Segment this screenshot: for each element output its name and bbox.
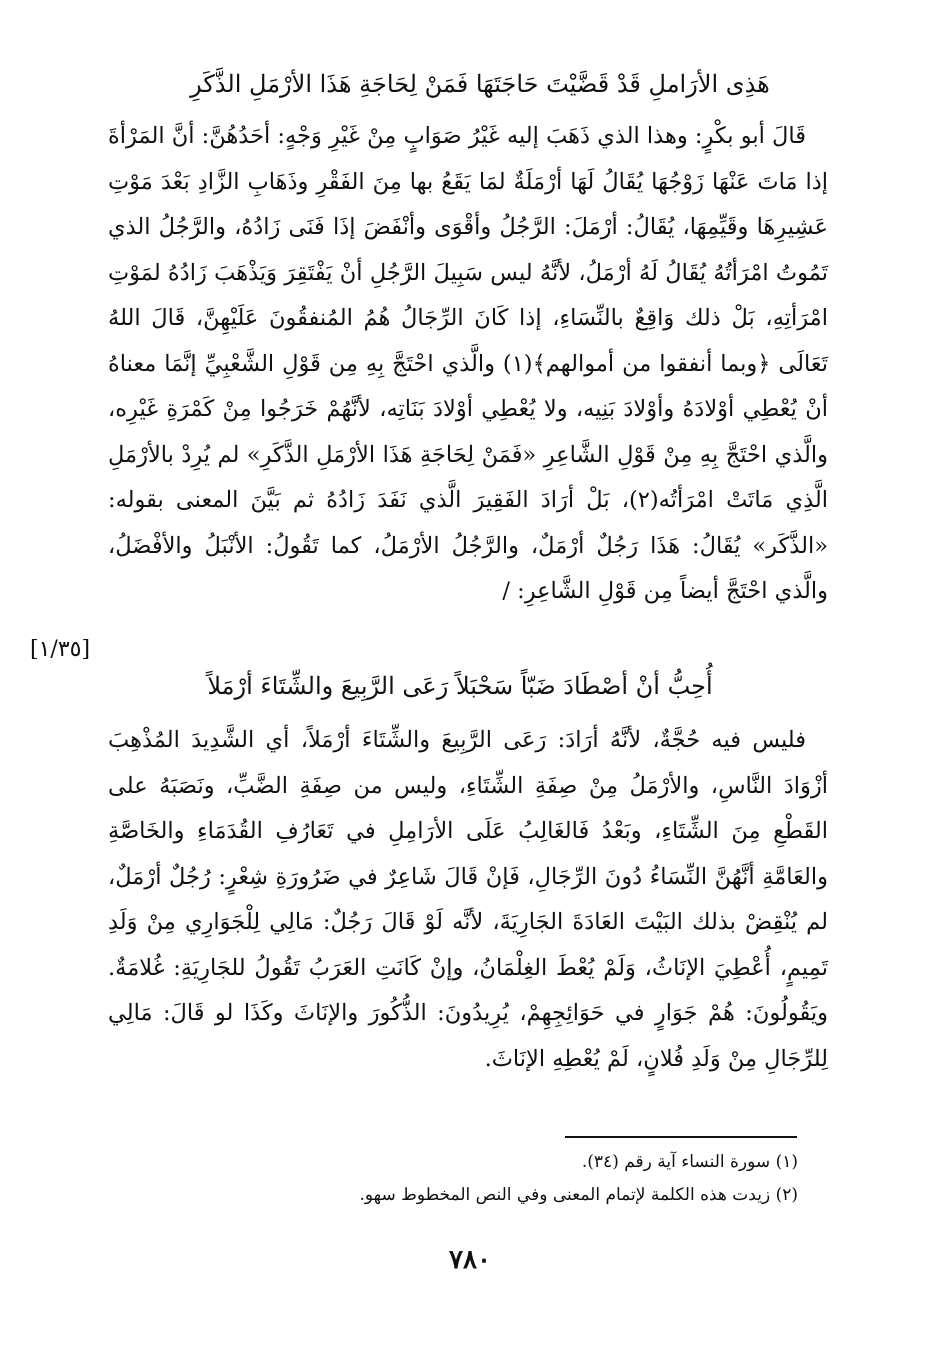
footnote-1: (١) سورة النساء آية رقم (٣٤). bbox=[581, 1152, 798, 1172]
margin-folio-reference: [١/٣٥] bbox=[30, 637, 91, 662]
page-number: ٧٨٠ bbox=[449, 1245, 491, 1275]
footnote-separator bbox=[565, 1136, 797, 1138]
footnote-2: (٢) زيدت هذه الكلمة لإتمام المعنى وفي النص المخطوط سهو. bbox=[359, 1185, 798, 1205]
paragraph-main: قَالَ أبو بكْرٍ: وهذا الذي ذَهَبَ إليه غَيْرُ صَوَابٍ مِنْ غَيْرِ وَجْهٍ: أحَدُهُنَّ: أنَّ المَرْأةَ إذا مَاتَ عَنْهَا زَوْجُهَا يُقَالُ لَهَا أرْمَلَةٌ لمَا يَقَعُ بها مِنَ الفَقْرِ وذَهَابِ الزَّادِ بَعْدَ مَوْتِ عَشِيرِهَا وقَيِّمِهَا، يُقَالُ: أرْمَلَ: الرَّجُلُ وأقْوَى وأنْفَضَ إذَا فَنَى زَادُهُ، والرَّجُلُ الذي تَمُوتُ امْرَأتُهُ يُقَالُ لَهُ أرْمَلُ، لأنَّهُ ليس سَبِيلَ الرَّجُلِ أنْ يَفْتَقِرَ وَيَذْهَبَ زَادُهُ لمَوْتِ امْرَأتِهِ، بَلْ ذلك وَاقِعٌ بالنِّسَاءِ، إذا كَانَ الرِّجَالُ هُمُ المُنفقُونَ عَلَيْهِنَّ، قَالَ اللهُ تَعَالَى ﴿وبما أنفقوا من أموالهم﴾(١) والَّذي احْتَجَّ بِهِ مِن قَوْلِ الشَّعْبِيِّ إنَّمَا معناهُ أنْ يُعْطِي أوْلادَهُ وأوْلادَ بَنِيه، ولا يُعْطِي أوْلادَ بَنَاتِه، لأنَّهُمْ خَرَجُوا مِنْ كَمْرَةِ غَيْرِه، والَّذي احْتَجَّ بِهِ مِنْ قَوْلِ الشَّاعِرِ «فَمَنْ لِحَاجَةِ هَذَا الأرْمَلِ الذَّكَرِ» لم يُرِدْ بالأرْمَلِ الَّذِي مَاتَتْ امْرَأتُه(٢)، بَلْ أرَادَ الفَقِيرَ الَّذي نَفَدَ زَادُهُ ثم بَيَّنَ المعنى بقوله: «الذَّكَر» يُقَالُ: هَذَا رَجُلٌ أرْمَلٌ، والرَّجُلُ الأرْمَلُ، كما تَقُولُ: الأنْبَلُ والأفْضَلُ، والَّذي احْتَجَّ أيضاً مِن قَوْلِ الشَّاعِرِ: / bbox=[108, 123, 828, 604]
paragraph-second: فليس فيه حُجَّةٌ، لأنَّهُ أرَادَ: رَعَى الرَّبِيعَ والشِّتَاءَ أرْمَلاً، أي الشَّدِيدَ المُذْهِبَ أزْوَادَ النَّاسِ، والأرْمَلُ مِنْ صِفَةِ الشِّتَاءِ، وليس من صِفَةِ الضَّبِّ، ونَصَبَهُ على القَطْعِ مِنَ الشِّتَاءِ، وبَعْدُ فَالغَالِبُ عَلَى الأرَامِلِ في تَعَارُفِ القُدَمَاءِ والخَاصَّةِ والعَامَّةِ أنَّهُنَّ النِّسَاءُ دُونَ الرِّجَالِ، فَإنْ قَالَ شَاعِرٌ في ضَرُورَةِ شِعْرٍ: رُجُلٌ أرْمَلٌ، لم يُنْقِضْ بذلك البَيْتَ العَادَةَ الجَارِيَةَ، لأنَّه لَوْ قَالَ رَجُلٌ: مَالِي لِلْجَوَارِي مِنْ وَلَدِ تَمِيمٍ، أُعْطِيَ الإنَاثُ، وَلَمْ يُعْطَ الغِلْمَانُ، وإنْ كَانَتِ العَرَبُ تَقُولُ للجَارِيَةِ: غُلامَةٌ. ويَقُولُونَ: هُمْ جَوَارٍ في حَوَائِجِهِمْ، يُرِيدُونَ: الذُّكُورَ والإنَاثَ وكَذَا لو قَالَ: مَالِي لِلرِّجَالِ مِنْ وَلَدِ فُلانٍ، لَمْ يُعْطِهِ الإنَاثَ. bbox=[108, 727, 828, 1072]
footnotes bbox=[200, 1146, 798, 1212]
poetry-verse-middle: أُحِبُّ أنْ أصْطَادَ ضَبّاً سَحْبَلاً رَعَى الرَّبِيعَ والشِّتَاءَ أرْمَلاً bbox=[207, 672, 713, 700]
poetry-verse-top: هَذِى الأرَاملِ قَدْ قَضَّيْتَ حَاجَتَهَا فَمَنْ لِحَاجَةِ هَذَا الأرْمَلِ الذَّكَرِ bbox=[190, 70, 770, 98]
